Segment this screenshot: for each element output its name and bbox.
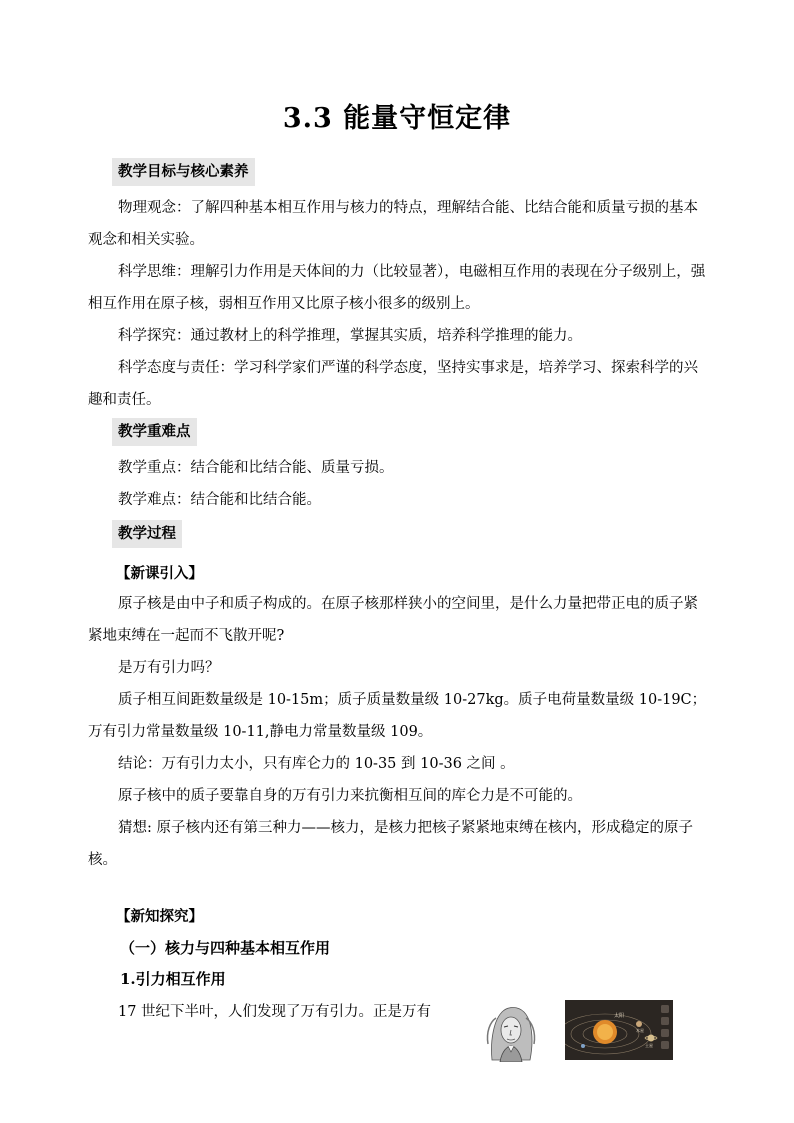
paragraph-key-point: 教学重点：结合能和比结合能、质量亏损。: [118, 460, 394, 476]
explore-heading: 【新知探究】: [116, 908, 203, 925]
intro-heading: 【新课引入】: [116, 565, 203, 582]
solar-label-saturn: 土星: [645, 1043, 653, 1048]
paragraph-difficult-point: 教学难点：结合能和比结合能。: [118, 492, 321, 508]
paragraph-attitude-responsibility: 科学态度与责任：学习科学家们严谨的科学态度，坚持实事求是，培养学习、探索科学的兴趣和责任。: [88, 360, 698, 408]
paragraph-gravity-history: 17 世纪下半叶，人们发现了万有引力。正是万有: [118, 1004, 432, 1020]
subheading-nuclear-force: （一）核力与四种基本相互作用: [120, 939, 331, 957]
solar-label-jupiter: 木星: [636, 1028, 644, 1033]
section-heading-keypoints: 教学重难点: [112, 418, 197, 446]
subheading-gravity: 1.引力相互作用: [120, 970, 226, 988]
solar-label-sun: 太阳: [614, 1013, 625, 1019]
page-title: 3.3 能量守恒定律: [282, 103, 512, 134]
paragraph-conclusion: 结论：万有引力太小，只有库仑力的 10-35 到 10-36 之间 。: [118, 756, 515, 772]
paragraph-intro-question: 原子核是由中子和质子构成的。在原子核那样狭小的空间里，是什么力量把带正电的质子紧紧地束缚在一起而不飞散开呢?: [88, 596, 698, 644]
newton-portrait-image: [480, 1000, 542, 1062]
paragraph-scientific-inquiry: 科学探究：通过教材上的科学推理，掌握其实质，培养科学推理的能力。: [118, 328, 582, 344]
paragraph-scientific-thinking: 科学思维：理解引力作用是天体间的力（比较显著），电磁相互作用的表现在分子级别上，强相互作用在原子核，弱相互作用又比原子核小很多的级别上。: [88, 264, 706, 312]
paragraph-magnitudes: 质子相互间距数量级是 10-15m；质子质量数量级 10-27kg。质子电荷量数量级 10-19C；万有引力常量数量级 10-11,静电力常量数量级 109。: [88, 692, 707, 740]
paragraph-hypothesis: 猜想: 原子核内还有第三种力——核力，是核力把核子紧紧地束缚在核内，形成稳定的原子核。: [88, 820, 693, 868]
paragraph-physics-concept: 物理观念：了解四种基本相互作用与核力的特点，理解结合能、比结合能和质量亏损的基本观念和相关实验。: [88, 200, 698, 248]
section-heading-goals: 教学目标与核心素养: [112, 158, 255, 186]
paragraph-impossible: 原子核中的质子要靠自身的万有引力来抗衡相互间的库仑力是不可能的。: [118, 788, 582, 804]
solar-system-image: [565, 1000, 673, 1060]
paragraph-gravity-question: 是万有引力吗？: [118, 660, 220, 676]
section-heading-process: 教学过程: [112, 520, 182, 548]
